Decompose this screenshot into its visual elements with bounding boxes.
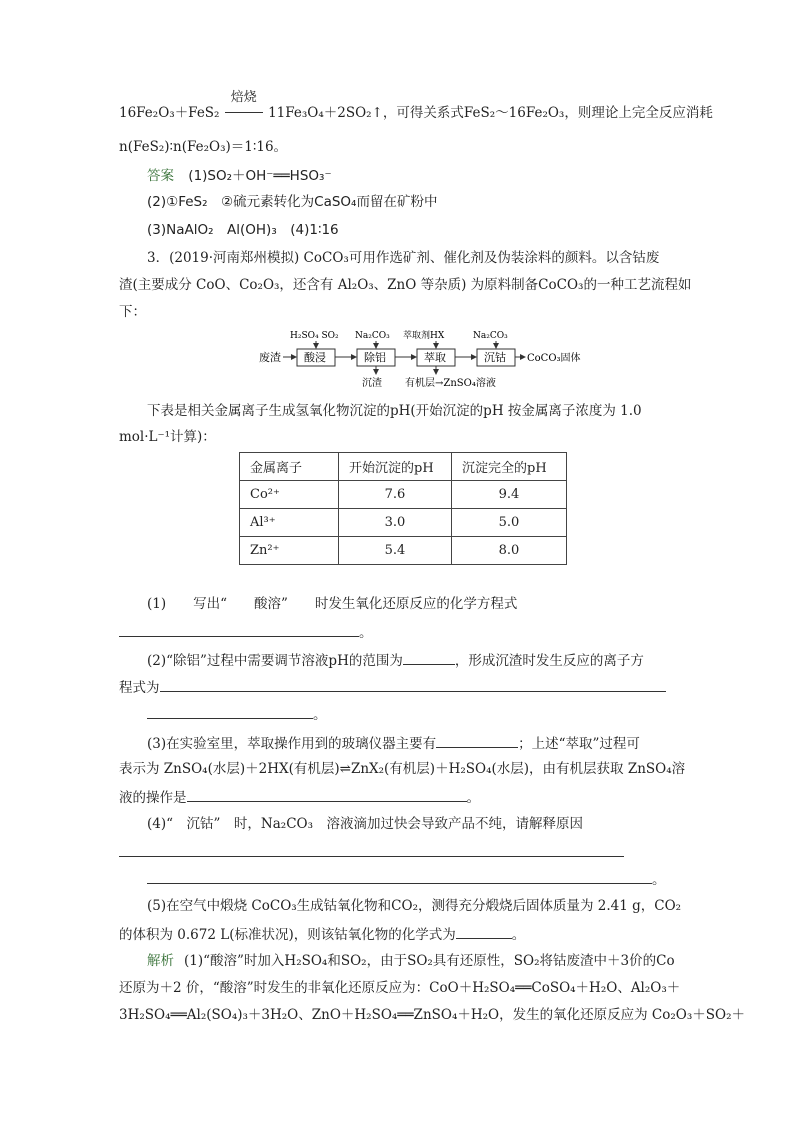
q3-text-3: 液的操作是 bbox=[119, 790, 187, 806]
q3-text: (3)在实验室里，萃取操作用到的玻璃仪器主要有 bbox=[147, 736, 437, 752]
table-row bbox=[240, 481, 567, 509]
answer-blank-4a bbox=[119, 842, 624, 862]
table-cell: 5.4 bbox=[339, 537, 452, 565]
table-cell: Co²⁺ bbox=[240, 481, 339, 509]
flow-reagent: Na₂CO₃ bbox=[473, 331, 508, 341]
subquestion-5-line-2 bbox=[119, 924, 525, 944]
analysis-text: (1)“酸溶”时加入H₂SO₄和SO₂，由于SO₂具有还原性，SO₂将钴废渣中＋3价的Co bbox=[184, 953, 675, 969]
flow-reagent: Na₂CO₃ bbox=[355, 331, 390, 341]
flow-box-label: 除铝 bbox=[364, 351, 386, 364]
table-cell: Al³⁺ bbox=[240, 509, 339, 537]
blank[interactable] bbox=[436, 733, 518, 748]
subquestion-2-line-3 bbox=[147, 704, 327, 724]
table-row bbox=[240, 537, 567, 565]
answer-blank-4b bbox=[147, 869, 666, 889]
blank[interactable] bbox=[160, 677, 666, 692]
process-flow-diagram bbox=[255, 326, 585, 392]
equation-line bbox=[119, 90, 713, 122]
answer-label: 答案 bbox=[147, 168, 174, 184]
blank[interactable] bbox=[119, 842, 624, 857]
table-cell: 3.0 bbox=[339, 509, 452, 537]
table-header-row bbox=[240, 453, 567, 481]
subquestion-3-line-2: 表示为 ZnSO₄(水层)＋2HX(有机层)⇌ZnX₂(有机层)＋H₂SO₄(水层)，由有机层获取 ZnSO₄溶 bbox=[119, 761, 686, 777]
table-intro-line-2: mol·L⁻¹计算)： bbox=[119, 429, 216, 445]
subquestion-3-line-1 bbox=[147, 733, 640, 753]
answer-line-1 bbox=[147, 167, 332, 185]
blank[interactable] bbox=[403, 650, 455, 665]
blank[interactable] bbox=[456, 924, 512, 939]
subquestion-2-line-1 bbox=[147, 650, 644, 670]
question-3-line-1: 3．(2019·河南郑州模拟) CoCO₃可用作选矿剂、催化剂及伪装涂料的颜料。以含钴废 bbox=[147, 250, 660, 266]
table-intro-line-1: 下表是相关金属离子生成氢氧化物沉淀的pH(开始沉淀的pH 按金属离子浓度为 1.0 bbox=[147, 403, 642, 419]
table-cell: 9.4 bbox=[452, 481, 567, 509]
flow-start: 废渣 bbox=[259, 351, 281, 364]
table-cell: 5.0 bbox=[452, 509, 567, 537]
question-3-line-3: 下： bbox=[119, 304, 146, 320]
subquestion-1: (1) 写出“ 酸溶” 时发生氧化还原反应的化学方程式 bbox=[147, 596, 518, 612]
subquestion-4: (4)“ 沉钴” 时，Na₂CO₃ 溶液滴加过快会导致产品不纯，请解释原因 bbox=[147, 816, 584, 832]
table-row bbox=[240, 509, 567, 537]
answer-line-3: (3)NaAlO₂ Al(OH)₃ (4)1∶16 bbox=[147, 222, 339, 238]
blank[interactable] bbox=[147, 869, 652, 884]
period: 。 bbox=[652, 872, 666, 888]
analysis-line-1 bbox=[147, 952, 675, 970]
question-3-line-2: 渣(主要成分 CoO、Co₂O₃，还含有 Al₂O₃、ZnO 等杂质) 为原料制备CoCO₃的一种工艺流程如 bbox=[119, 277, 692, 293]
equation-right: 11Fe₃O₄＋2SO₂↑，可得关系式FeS₂～16Fe₂O₃，则理论上完全反应消耗 bbox=[268, 105, 713, 121]
subquestion-3-line-3 bbox=[119, 787, 480, 807]
blank[interactable] bbox=[147, 704, 313, 719]
flow-output-residue: 沉渣 bbox=[362, 378, 382, 389]
analysis-line-3: 3H₂SO₄══Al₂(SO₄)₃＋3H₂O、ZnO＋H₂SO₄══ZnSO₄＋H₂O，发生的氧化还原反应为 Co₂O₃＋SO₂＋ bbox=[119, 1007, 745, 1023]
subquestion-2-line-2 bbox=[119, 677, 666, 697]
ph-table bbox=[239, 452, 567, 565]
q5-text: 的体积为 0.672 L(标准状况)，则该钴氧化物的化学式为 bbox=[119, 927, 456, 943]
subquestion-5-line-1: (5)在空气中煅烧 CoCO₃生成钴氧化物和CO₂，测得充分煅烧后固体质量为 2.41 g，CO₂ bbox=[147, 898, 682, 914]
ratio-line: n(FeS₂)∶n(Fe₂O₃)＝1∶16。 bbox=[119, 139, 288, 155]
flow-box-label: 萃取 bbox=[424, 351, 446, 364]
period: 。 bbox=[466, 790, 480, 806]
flow-end: CoCO₃固体 bbox=[527, 353, 581, 364]
q3-text-2: ；上述“萃取”过程可 bbox=[518, 736, 640, 752]
table-cell: Zn²⁺ bbox=[240, 537, 339, 565]
flow-output-organic: 有机层→ZnSO₄溶液 bbox=[405, 378, 496, 389]
blank[interactable] bbox=[119, 622, 359, 637]
table-header: 沉淀完全的pH bbox=[452, 453, 567, 481]
analysis-line-2: 还原为＋2 价，“酸溶”时发生的非氧化还原反应为：CoO＋H₂SO₄══CoSO₄＋H₂O、Al₂O₃＋ bbox=[119, 980, 681, 996]
answer-blank-1 bbox=[119, 622, 373, 642]
blank[interactable] bbox=[187, 787, 467, 802]
table-cell: 8.0 bbox=[452, 537, 567, 565]
flow-box-label: 沉钴 bbox=[484, 351, 506, 364]
analysis-label: 解析 bbox=[147, 953, 174, 969]
answer-line-2: (2)①FeS₂ ②硫元素转化为CaSO₄而留在矿粉中 bbox=[147, 194, 438, 210]
flow-reagent: 萃取剂HX bbox=[403, 331, 445, 341]
flow-box-label: 酸浸 bbox=[304, 351, 326, 364]
period: 。 bbox=[313, 707, 327, 723]
period: 。 bbox=[511, 927, 526, 943]
period: 。 bbox=[359, 625, 373, 641]
condition-text: 焙烧 bbox=[230, 90, 257, 105]
equation-left: 16Fe₂O₃＋FeS₂ bbox=[119, 105, 220, 121]
flow-reagent: H₂SO₄ SO₂ bbox=[290, 331, 339, 341]
reaction-condition bbox=[224, 90, 264, 122]
q2-text: (2)“除铝”过程中需要调节溶液pH的范围为 bbox=[147, 653, 403, 669]
table-cell: 7.6 bbox=[339, 481, 452, 509]
q2-text-3: 程式为 bbox=[119, 680, 160, 696]
table-header: 开始沉淀的pH bbox=[339, 453, 452, 481]
answer-1: (1)SO₂＋OH⁻══HSO₃⁻ bbox=[188, 168, 332, 184]
table-header: 金属离子 bbox=[240, 453, 339, 481]
q2-text-2: ，形成沉渣时发生反应的离子方 bbox=[454, 653, 644, 669]
